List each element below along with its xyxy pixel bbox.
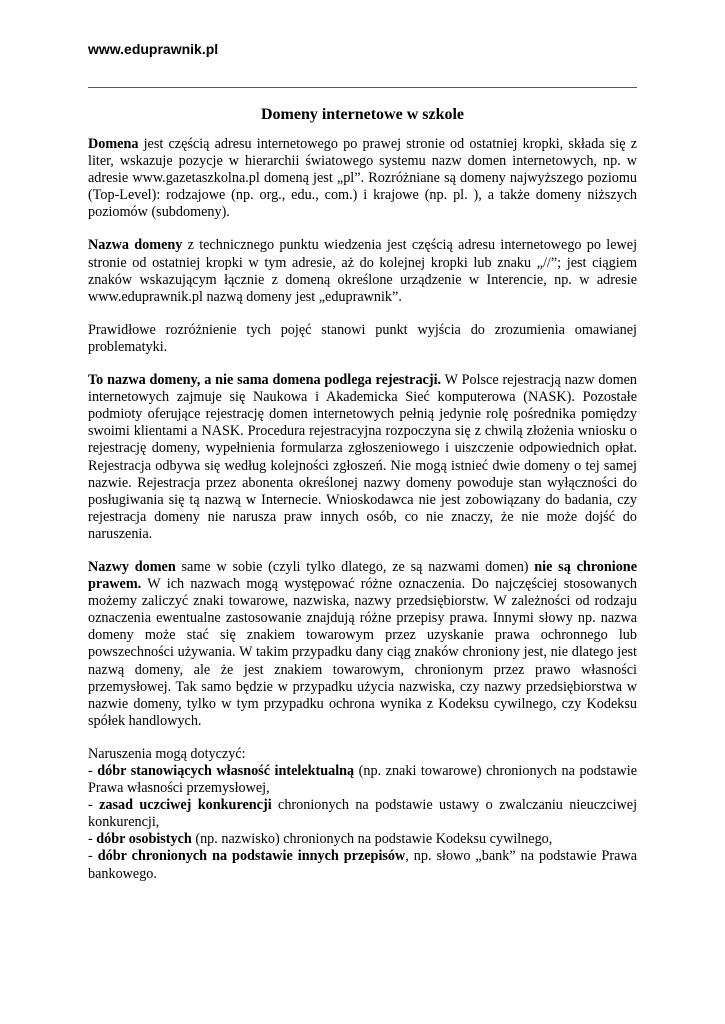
header-divider [88,87,637,88]
list-bullet: - [88,848,98,865]
term-rejestracja: To nazwa domeny, a nie sama domena podlega rejestracji. [88,372,442,389]
document-body [88,136,637,883]
list-item-term: dóbr stanowiących własność intelektualną [97,763,355,779]
list-bullet: - [88,831,97,848]
paragraph-text: z technicznego punktu wiedzenia jest częścią adresu internetowego po lewej stronie od ostatniej kropki w tym adresie, aż do kolejnej kropki lub znaku „//”; jest ciągiem znaków wskazującym łącznie z domeną określone urządzenie w Interencie, np. w adresie www.eduprawnik.pl nazwą domeny jest „eduprawnik”. [88,237,638,305]
term-nazwy-domen: Nazwy domen [88,558,176,575]
paragraph-text: W Polsce rejestracją nazw domen internetowych zajmuje się Naukowa i Akademicka Sieć komputerowa (NASK). Pozostałe podmioty oferujące rejestrację domen internetowych pełnią jedynie rolę pośrednika pomiędzy swoimi klientami a NASK. Procedura rejestracyjna rozpoczyna się z chwilą złożenia wniosku o rejestrację domeny, wypełnienia formularza zgłoszeniowego i uiszczenie odpowiednich opłat. Rejestracja odbywa się według kolejności zgłoszeń. Nie mogą istnieć dwie domeny o tej samej nazwie. Rejestracja przez abonenta określonej nazwy domeny powoduje stan wyłączności do posługiwania się tą nazwą w Internecie. Wnioskodawca nie jest zobowiązany do badania, czy rejestracja domeny nie narusza praw innych osób, co nie znaczy, że nie może dojść do naruszenia. [88,372,637,542]
paragraph-text: W ich nazwach mogą występować różne oznaczenia. Do najczęściej stosowanych możemy zaliczyć znaki towarowe, nazwiska, nazwy przedsiębiorstw. W zależności od rodzaju oznaczenia ewentualne zastosowanie znajdują różne przepisy prawa. Innymi słowy np. nazwa domeny może stać się znakiem towarowym przez uzyskanie prawa ochronnego lub powszechności używania. W takim przypadku dany ciąg znaków chroniony jest, nie dlatego jest nazwą domeny, ale że jest znakiem towarowym, chronionym przez prawo własności przemysłowej. Tak samo będzie w przypadku użycia nazwiska, czy nazwy przedsiębiorstwa w nazwie domeny, tylko w tym przypadku ochrona wynika z Kodeksu cywilnego, czy Kodeksu spółek handlowych. [88,576,637,729]
list-item-term: dóbr osobistych [96,831,192,848]
list-item [88,848,637,882]
list-item [88,763,637,797]
list-item-term: zasad uczciwej konkurencji [99,797,272,814]
paragraph-domena [88,136,637,221]
paragraph-text: Prawidłowe rozróżnienie tych pojęć stanowi punkt wyjścia do zrozumienia omawianej problematyki. [88,321,637,355]
document-title: Domeny internetowe w szkole [260,106,465,123]
list-item [88,797,637,831]
list-item-text: (np. nazwisko) chronionych na podstawie Kodeksu cywilnego, [191,831,553,848]
term-nazwa-domeny: Nazwa domeny [88,237,183,254]
header-site-url: www.eduprawnik.pl [88,41,219,57]
paragraph-text: same w sobie (czyli tylko dlatego, ze są nazwami domen) [175,558,535,575]
violations-list [88,763,637,883]
list-item-text: chronionych na podstawie ustawy o zwalczaniu nieuczciwej konkurencji, [88,797,638,831]
list-bullet: - [88,797,100,814]
list-item-text: , np. słowo „bank” na podstawie Prawa bankowego. [88,848,637,882]
term-nie-chronione: nie są chronione prawem. [88,558,637,593]
paragraph-rozroznienie [88,322,637,356]
list-item [88,831,637,848]
paragraph-rejestracja [88,372,637,543]
list-item-text: (np. znaki towarowe) chronionych na podstawie Prawa własności przemysłowej, [88,763,637,797]
list-bullet: - [88,763,98,779]
term-domena: Domena [88,136,139,152]
list-item-term: dóbr chronionych na podstawie innych przepisów [97,848,406,865]
list-intro: Naruszenia mogą dotyczyć: [88,745,246,762]
paragraph-text: jest częścią adresu internetowego po prawej stronie od ostatniej kropki, składa się z liter, wskazuje pozycje w hierarchii światowego systemu nazw domen internetowych, np. w adresie www.gazetaszkolna.pl domeną jest „pl”. Rozróżniane są domeny najwyższego poziomu (Top-Level): rodzajowe (np. org., edu., com.) i krajowe (np. pl. ), a także domeny niższych poziomów (subdomeny). [88,136,637,221]
paragraph-nazwa-domeny [88,237,637,305]
paragraph-ochrona [88,559,637,730]
